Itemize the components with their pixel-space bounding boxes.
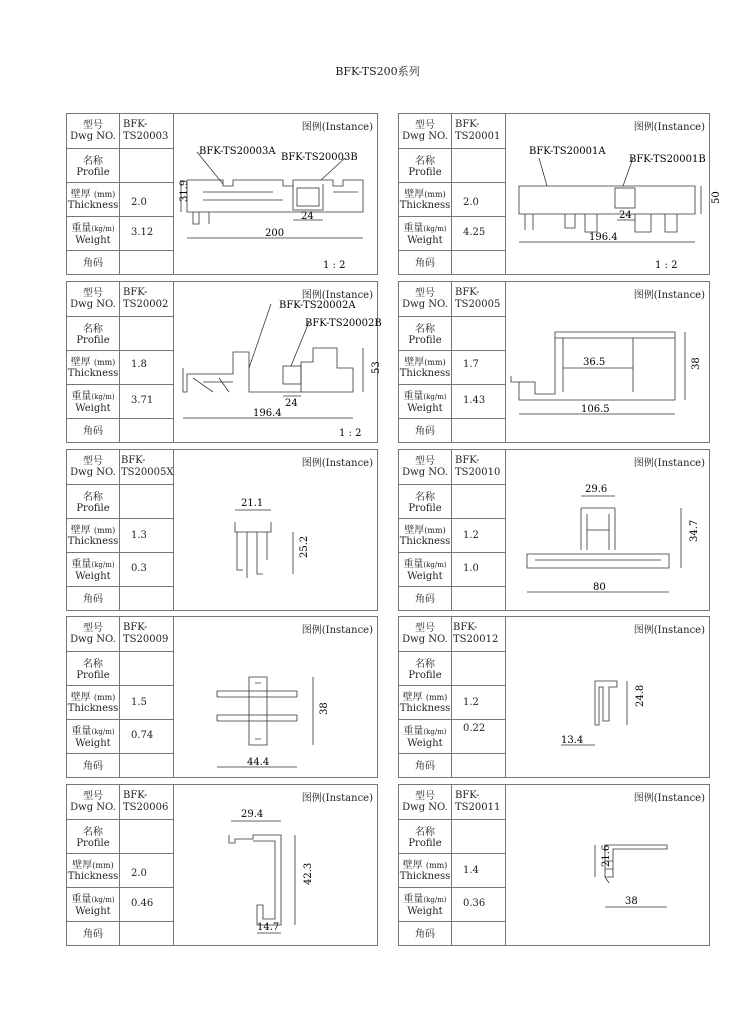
name-label: 名称 xyxy=(83,659,103,670)
thickness-value: 1.4 xyxy=(463,865,479,876)
profile-card-ts20003 xyxy=(66,113,378,275)
instance-label: 图例(Instance) xyxy=(633,458,705,469)
wall-label: 壁厚 xyxy=(70,525,91,536)
profile-label: Profile xyxy=(76,335,110,346)
dwg-no-value-2: TS20002 xyxy=(123,299,169,310)
model-label: 型号 xyxy=(83,120,103,131)
dim-inner: 24 xyxy=(619,210,632,221)
mm-unit: (mm) xyxy=(93,358,116,367)
scale-label: 1 : 2 xyxy=(655,260,678,271)
profile-card-ts20011 xyxy=(398,784,710,946)
dwg-no-label: Dwg NO. xyxy=(70,802,116,813)
corner-label: 角码 xyxy=(83,929,103,940)
name-label: 名称 xyxy=(415,156,435,167)
weight-label: Weight xyxy=(75,738,111,749)
dwg-no-value: BFK- xyxy=(455,287,480,298)
kgm-unit: (kg/m) xyxy=(423,561,447,569)
thickness-value: 1.2 xyxy=(463,530,479,541)
dwg-no-value: BFK- xyxy=(123,790,148,801)
dim-width: 106.5 xyxy=(581,404,610,415)
profile-label: Profile xyxy=(408,838,442,849)
kgm-unit: (kg/m) xyxy=(91,896,115,904)
profile-card-ts20005x xyxy=(66,449,378,611)
corner-label: 角码 xyxy=(83,258,103,269)
instance-label: 图例(Instance) xyxy=(301,290,373,301)
thickness-label: Thickness xyxy=(67,200,119,211)
scale-label: 1 : 2 xyxy=(339,428,362,439)
profile-label: Profile xyxy=(76,670,110,681)
callout-a: BFK-TS20001A xyxy=(529,146,606,157)
dwg-no-value: BFK- xyxy=(455,119,480,130)
instance-label: 图例(Instance) xyxy=(633,290,705,301)
dim-height: 38 xyxy=(319,702,330,715)
dwg-no-label: Dwg NO. xyxy=(402,467,448,478)
dim-inner: 24 xyxy=(285,398,298,409)
dwg-no-label: Dwg NO. xyxy=(70,131,116,142)
dwg-no-value: BFK- xyxy=(123,119,148,130)
dim-width: 38 xyxy=(625,896,638,907)
model-label: 型号 xyxy=(83,288,103,299)
name-label: 名称 xyxy=(415,492,435,503)
name-label: 名称 xyxy=(83,324,103,335)
thickness-label: Thickness xyxy=(399,200,451,211)
weight-value: 3.71 xyxy=(131,395,154,406)
dim-base: 80 xyxy=(593,582,606,593)
thickness-label: Thickness xyxy=(67,368,119,379)
dim-height: 42.3 xyxy=(303,862,314,885)
name-label: 名称 xyxy=(83,827,103,838)
dwg-no-label: Dwg NO. xyxy=(70,467,116,478)
thickness-label: Thickness xyxy=(399,871,451,882)
thickness-label: Thickness xyxy=(67,871,119,882)
corner-label: 角码 xyxy=(83,426,103,437)
corner-label: 角码 xyxy=(83,594,103,605)
kgm-unit: (kg/m) xyxy=(91,561,115,569)
dim-lip: 14.7 xyxy=(257,922,280,933)
weight-label: Weight xyxy=(407,738,443,749)
weight-cn-label: 重量 xyxy=(71,223,92,234)
thickness-label: Thickness xyxy=(399,536,451,547)
thickness-label: Thickness xyxy=(399,703,451,714)
dwg-no-value: BFK- xyxy=(123,287,148,298)
kgm-unit: (kg/m) xyxy=(91,225,115,233)
profile-card-ts20001 xyxy=(398,113,722,275)
weight-value: 3.12 xyxy=(131,227,154,238)
mm-unit: (mm) xyxy=(92,861,114,870)
corner-label: 角码 xyxy=(415,929,435,940)
dwg-no-label: Dwg NO. xyxy=(402,802,448,813)
weight-label: Weight xyxy=(407,906,443,917)
thickness-value: 2.0 xyxy=(131,197,147,208)
dwg-no-value-2: TS20005X xyxy=(121,467,174,478)
dwg-no-value-2: TS20005 xyxy=(455,299,501,310)
dwg-no-label: Dwg NO. xyxy=(402,634,448,645)
weight-cn-label: 重量 xyxy=(71,894,92,905)
model-label: 型号 xyxy=(415,791,435,802)
weight-cn-label: 重量 xyxy=(403,894,424,905)
mm-unit: (mm) xyxy=(424,190,446,199)
dim-height: 53 xyxy=(371,361,382,374)
callout-a: BFK-TS20002A xyxy=(279,300,356,311)
kgm-unit: (kg/m) xyxy=(423,728,447,736)
thickness-value: 1.5 xyxy=(131,697,147,708)
corner-label: 角码 xyxy=(415,258,435,269)
name-label: 名称 xyxy=(415,324,435,335)
thickness-value: 1.8 xyxy=(131,359,147,370)
weight-label: Weight xyxy=(75,571,111,582)
dwg-no-value: BFK- xyxy=(123,622,148,633)
profile-drawing xyxy=(505,617,709,777)
profile-drawing xyxy=(173,114,377,274)
weight-value: 0.46 xyxy=(131,898,154,909)
wall-label: 壁厚 xyxy=(404,357,425,368)
instance-label: 图例(Instance) xyxy=(301,793,373,804)
dim-height: 38 xyxy=(691,357,702,370)
profile-card-ts20009 xyxy=(66,616,378,778)
weight-value: 0.3 xyxy=(131,563,147,574)
callout-a: BFK-TS20003A xyxy=(199,146,276,157)
weight-value: 0.74 xyxy=(131,730,154,741)
dim-width: 21.1 xyxy=(241,498,264,509)
dim-height: 34.7 xyxy=(689,519,700,542)
dim-width: 200 xyxy=(265,228,285,239)
model-label: 型号 xyxy=(415,456,435,467)
corner-label: 角码 xyxy=(415,761,435,772)
callout-b: BFK-TS20001B xyxy=(629,154,706,165)
weight-value: 4.25 xyxy=(463,227,486,238)
profile-drawing xyxy=(173,450,377,610)
kgm-unit: (kg/m) xyxy=(91,728,115,736)
dim-height: 25.2 xyxy=(299,535,310,558)
profile-label: Profile xyxy=(76,503,110,514)
thickness-value: 1.7 xyxy=(463,359,479,370)
thickness-value: 2.0 xyxy=(463,197,479,208)
profile-label: Profile xyxy=(408,167,442,178)
dim-inner: 36.5 xyxy=(583,357,606,368)
dim-height: 31.9 xyxy=(179,179,190,202)
weight-label: Weight xyxy=(75,235,111,246)
page-title: BFK-TS200系列 xyxy=(335,65,420,78)
model-label: 型号 xyxy=(415,120,435,131)
weight-cn-label: 重量 xyxy=(71,559,92,570)
dim-height: 24.8 xyxy=(635,684,646,707)
instance-label: 图例(Instance) xyxy=(633,793,705,804)
wall-label: 壁厚 xyxy=(404,525,425,536)
dim-width: 196.4 xyxy=(589,232,618,243)
dwg-no-value-2: TS20011 xyxy=(455,802,501,813)
profile-card-ts20006 xyxy=(66,784,378,946)
mm-unit: (mm) xyxy=(425,861,448,870)
weight-label: Weight xyxy=(75,403,111,414)
weight-cn-label: 重量 xyxy=(403,391,424,402)
kgm-unit: (kg/m) xyxy=(423,393,447,401)
dim-width: 29.4 xyxy=(241,809,264,820)
mm-unit: (mm) xyxy=(93,526,116,535)
dwg-no-value: BFK- xyxy=(121,455,146,466)
dwg-no-value-2: TS20012 xyxy=(453,634,499,645)
dwg-no-label: Dwg NO. xyxy=(402,131,448,142)
callout-b: BFK-TS20002B xyxy=(305,318,382,329)
weight-value: 1.0 xyxy=(463,563,479,574)
profile-drawing xyxy=(505,785,709,945)
corner-label: 角码 xyxy=(415,426,435,437)
thickness-label: Thickness xyxy=(67,703,119,714)
dim-inner: 24 xyxy=(301,211,314,222)
profile-card-ts20005 xyxy=(398,281,710,443)
dwg-no-value: BFK- xyxy=(455,790,480,801)
dim-width: 196.4 xyxy=(253,408,282,419)
thickness-value: 2.0 xyxy=(131,868,147,879)
mm-unit: (mm) xyxy=(93,693,116,702)
wall-label: 壁厚 xyxy=(72,860,93,871)
mm-unit: (mm) xyxy=(424,526,446,535)
corner-label: 角码 xyxy=(83,761,103,772)
dwg-no-value-2: TS20003 xyxy=(123,131,169,142)
weight-cn-label: 重量 xyxy=(71,726,92,737)
profile-drawing xyxy=(505,450,709,610)
dwg-no-value: BFK- xyxy=(455,455,480,466)
thickness-label: Thickness xyxy=(67,536,119,547)
wall-label: 壁厚 xyxy=(402,692,423,703)
callout-b: BFK-TS20003B xyxy=(281,152,358,163)
dwg-no-label: Dwg NO. xyxy=(70,299,116,310)
profile-drawing xyxy=(173,282,382,442)
mm-unit: (mm) xyxy=(425,693,448,702)
instance-label: 图例(Instance) xyxy=(633,122,705,133)
weight-value: 0.36 xyxy=(463,898,486,909)
thickness-label: Thickness xyxy=(399,368,451,379)
instance-label: 图例(Instance) xyxy=(633,625,705,636)
profile-label: Profile xyxy=(408,670,442,681)
weight-cn-label: 重量 xyxy=(71,391,92,402)
profile-card-ts20012 xyxy=(398,616,710,778)
kgm-unit: (kg/m) xyxy=(91,393,115,401)
instance-label: 图例(Instance) xyxy=(301,625,373,636)
name-label: 名称 xyxy=(83,492,103,503)
weight-label: Weight xyxy=(407,235,443,246)
profile-label: Profile xyxy=(408,335,442,346)
dim-height: 21.6 xyxy=(601,844,612,867)
kgm-unit: (kg/m) xyxy=(423,896,447,904)
name-label: 名称 xyxy=(415,827,435,838)
model-label: 型号 xyxy=(415,623,435,634)
profile-drawing xyxy=(173,785,377,945)
profile-label: Profile xyxy=(408,503,442,514)
dwg-no-value-2: TS20010 xyxy=(455,467,501,478)
weight-value: 1.43 xyxy=(463,395,486,406)
weight-value: 0.22 xyxy=(463,723,486,734)
profile-drawing xyxy=(505,282,709,442)
weight-label: Weight xyxy=(75,906,111,917)
profile-card-ts20002 xyxy=(66,281,382,443)
dim-height: 50 xyxy=(711,191,722,204)
instance-label: 图例(Instance) xyxy=(301,458,373,469)
dwg-no-label: Dwg NO. xyxy=(402,299,448,310)
dim-width: 13.4 xyxy=(561,735,584,746)
weight-cn-label: 重量 xyxy=(403,559,424,570)
model-label: 型号 xyxy=(415,288,435,299)
dim-width: 44.4 xyxy=(247,757,270,768)
weight-label: Weight xyxy=(407,571,443,582)
wall-label: 壁厚 xyxy=(402,860,423,871)
scale-label: 1 : 2 xyxy=(323,260,346,271)
wall-label: 壁厚 xyxy=(70,692,91,703)
dwg-no-value-2: TS20006 xyxy=(123,802,169,813)
instance-label: 图例(Instance) xyxy=(301,122,373,133)
model-label: 型号 xyxy=(83,623,103,634)
model-label: 型号 xyxy=(83,456,103,467)
name-label: 名称 xyxy=(415,659,435,670)
thickness-value: 1.3 xyxy=(131,530,147,541)
thickness-value: 1.2 xyxy=(463,697,479,708)
dwg-no-value-2: TS20001 xyxy=(455,131,501,142)
weight-cn-label: 重量 xyxy=(403,223,424,234)
weight-label: Weight xyxy=(407,403,443,414)
wall-label: 壁厚 xyxy=(70,189,91,200)
kgm-unit: (kg/m) xyxy=(423,225,447,233)
profile-drawing xyxy=(505,114,722,274)
dwg-no-label: Dwg NO. xyxy=(70,634,116,645)
profile-label: Profile xyxy=(76,838,110,849)
wall-label: 壁厚 xyxy=(70,357,91,368)
name-label: 名称 xyxy=(83,156,103,167)
mm-unit: (mm) xyxy=(93,190,116,199)
dim-width: 29.6 xyxy=(585,484,608,495)
dwg-no-value: BFK- xyxy=(453,622,478,633)
mm-unit: (mm) xyxy=(424,358,446,367)
profile-card-ts20010 xyxy=(398,449,710,611)
dwg-no-value-2: TS20009 xyxy=(123,634,169,645)
profile-drawing xyxy=(173,617,377,777)
profile-label: Profile xyxy=(76,167,110,178)
model-label: 型号 xyxy=(83,791,103,802)
corner-label: 角码 xyxy=(415,594,435,605)
weight-cn-label: 重量 xyxy=(403,726,424,737)
wall-label: 壁厚 xyxy=(404,189,425,200)
